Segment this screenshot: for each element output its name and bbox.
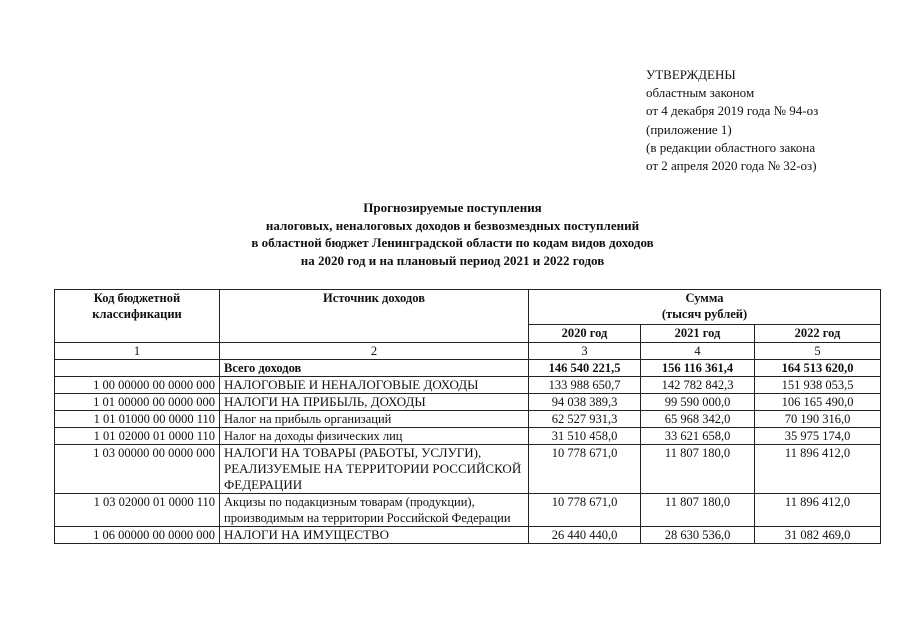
row-source: НАЛОГОВЫЕ И НЕНАЛОГОВЫЕ ДОХОДЫ <box>220 377 529 394</box>
column-index: 3 <box>529 343 641 360</box>
row-value-2022: 106 165 490,0 <box>755 394 881 411</box>
row-value-2020: 26 440 440,0 <box>529 527 641 544</box>
column-index-row <box>55 343 881 360</box>
row-value-2021: 65 968 342,0 <box>641 411 755 428</box>
approval-block <box>646 66 818 175</box>
row-code <box>55 360 220 377</box>
table-row <box>55 494 881 527</box>
row-value-2020: 31 510 458,0 <box>529 428 641 445</box>
row-value-2022: 70 190 316,0 <box>755 411 881 428</box>
table-row <box>55 394 881 411</box>
approval-line: (в редакции областного закона <box>646 139 816 155</box>
column-index: 2 <box>220 343 529 360</box>
header-sum-label: Сумма <box>685 291 724 305</box>
header-row <box>55 290 881 325</box>
row-value-2021: 11 807 180,0 <box>641 445 755 494</box>
row-source: Налог на доходы физических лиц <box>220 428 529 445</box>
approval-line: областным законом <box>646 85 755 101</box>
header-year-2022: 2022 год <box>755 325 881 343</box>
column-index: 4 <box>641 343 755 360</box>
title-line: Прогнозируемые поступления <box>363 200 542 215</box>
row-code: 1 01 00000 00 0000 000 <box>55 394 220 411</box>
header-year-2020: 2020 год <box>529 325 641 343</box>
column-index: 1 <box>55 343 220 360</box>
header-sum <box>529 290 881 325</box>
header-code: Код бюджетной классификации <box>55 290 220 343</box>
approval-line: от 4 декабря 2019 года № 94-оз <box>646 103 819 119</box>
row-value-2022: 151 938 053,5 <box>755 377 881 394</box>
row-source: Акцизы по подакцизным товарам (продукции), производимым на территории Российской Федерации <box>220 494 529 527</box>
header-year-2021: 2021 год <box>641 325 755 343</box>
row-source: Налог на прибыль организаций <box>220 411 529 428</box>
row-value-2022: 164 513 620,0 <box>755 360 881 377</box>
row-value-2020: 10 778 671,0 <box>529 445 641 494</box>
table-row <box>55 377 881 394</box>
row-value-2021: 33 621 658,0 <box>641 428 755 445</box>
table-row <box>55 527 881 544</box>
row-code: 1 03 00000 00 0000 000 <box>55 445 220 494</box>
row-value-2022: 11 896 412,0 <box>755 494 881 527</box>
row-value-2020: 146 540 221,5 <box>529 360 641 377</box>
row-source: НАЛОГИ НА ИМУЩЕСТВО <box>220 527 529 544</box>
row-value-2020: 133 988 650,7 <box>529 377 641 394</box>
approval-line: (приложение 1) <box>646 121 732 137</box>
title-line: в областной бюджет Ленинградской области по кодам видов доходов <box>251 235 654 250</box>
table-row <box>55 428 881 445</box>
header-unit-label: (тысяч рублей) <box>661 307 748 321</box>
header-source: Источник доходов <box>220 290 529 343</box>
row-value-2020: 10 778 671,0 <box>529 494 641 527</box>
row-code: 1 01 02000 01 0000 110 <box>55 428 220 445</box>
row-source: Всего доходов <box>220 360 529 377</box>
income-table <box>54 289 881 544</box>
document-title <box>0 199 905 269</box>
row-source: НАЛОГИ НА ПРИБЫЛЬ, ДОХОДЫ <box>220 394 529 411</box>
table-row <box>55 411 881 428</box>
row-code: 1 01 01000 00 0000 110 <box>55 411 220 428</box>
row-value-2021: 99 590 000,0 <box>641 394 755 411</box>
row-code: 1 03 02000 01 0000 110 <box>55 494 220 527</box>
row-value-2021: 156 116 361,4 <box>641 360 755 377</box>
row-value-2022: 11 896 412,0 <box>755 445 881 494</box>
column-index: 5 <box>755 343 881 360</box>
row-value-2021: 28 630 536,0 <box>641 527 755 544</box>
table-row <box>55 445 881 494</box>
row-code: 1 06 00000 00 0000 000 <box>55 527 220 544</box>
table-row-total <box>55 360 881 377</box>
row-value-2020: 62 527 931,3 <box>529 411 641 428</box>
row-value-2021: 142 782 842,3 <box>641 377 755 394</box>
row-value-2020: 94 038 389,3 <box>529 394 641 411</box>
approval-line: от 2 апреля 2020 года № 32-оз) <box>646 158 817 174</box>
row-value-2021: 11 807 180,0 <box>641 494 755 527</box>
row-value-2022: 31 082 469,0 <box>755 527 881 544</box>
approval-line: УТВЕРЖДЕНЫ <box>646 67 736 82</box>
row-source: НАЛОГИ НА ТОВАРЫ (РАБОТЫ, УСЛУГИ), РЕАЛИЗУЕМЫЕ НА ТЕРРИТОРИИ РОССИЙСКОЙ ФЕДЕРАЦИИ <box>220 445 529 494</box>
row-code: 1 00 00000 00 0000 000 <box>55 377 220 394</box>
title-line: на 2020 год и на плановый период 2021 и 2022 годов <box>300 252 605 268</box>
title-line: налоговых, неналоговых доходов и безвозмездных поступлений <box>265 217 640 233</box>
row-value-2022: 35 975 174,0 <box>755 428 881 445</box>
